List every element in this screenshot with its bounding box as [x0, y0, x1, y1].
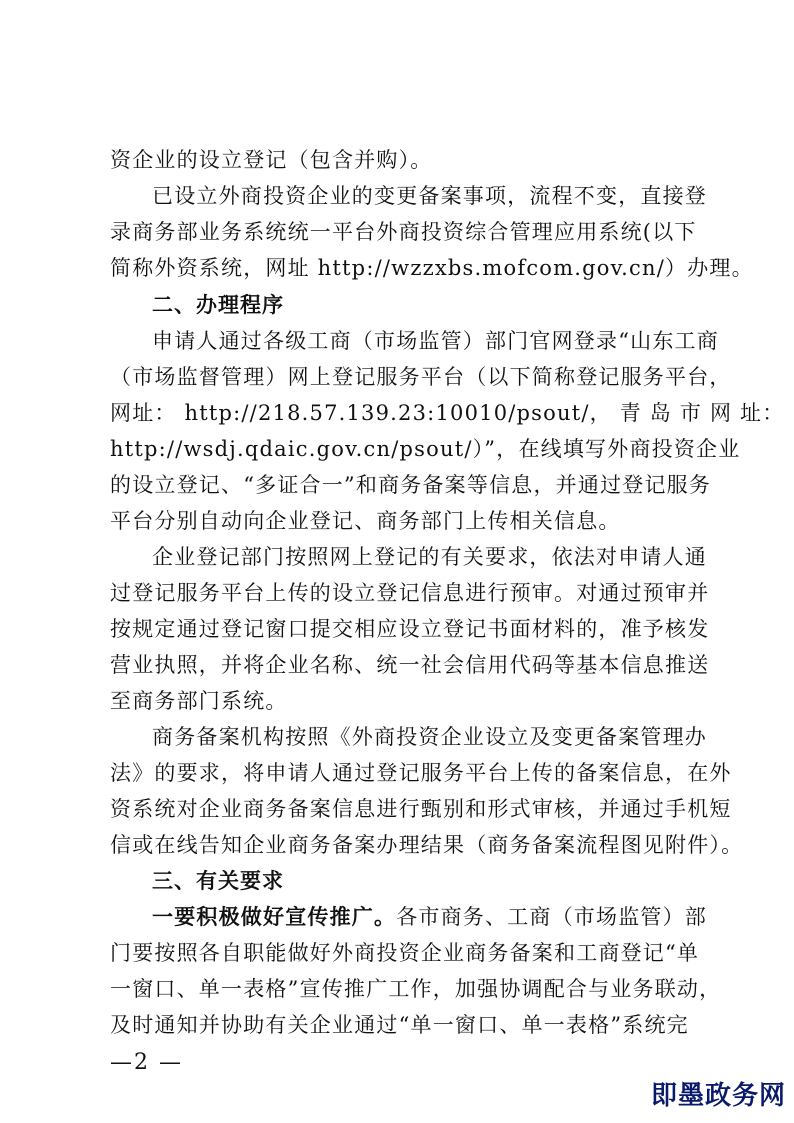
- paragraph-line: 录商务部业务系统统一平台外商投资综合管理应用系统(以下: [110, 220, 697, 244]
- paragraph-line: 的设立登记、“多证合一”和商务备案等信息，并通过登记服务: [110, 473, 712, 497]
- section-heading: 二、办理程序: [152, 293, 284, 317]
- paragraph-line: 营业执照，并将企业名称、统一社会信用代码等基本信息推送: [110, 653, 710, 677]
- paragraph-line: 网址： http://218.57.139.23:10010/psout/， 青 岛 市 网 址：: [110, 401, 785, 425]
- paragraph-line: 及时通知并协助有关企业通过“单一窗口、单一表格”系统完: [110, 1013, 689, 1037]
- paragraph-line: 平台分别自动向企业登记、商务部门上传相关信息。: [110, 509, 621, 533]
- paragraph-line: 资企业的设立登记（包含并购）。: [110, 148, 433, 172]
- paragraph-line: （市场监督管理）网上登记服务平台（以下简称登记服务平台，: [110, 365, 732, 389]
- paragraph-line: 门要按照各自职能做好外商投资企业商务备案和工商登记“单: [110, 941, 700, 965]
- paragraph-line: [152, 901, 708, 933]
- paragraph-line: 一窗口、单一表格”宣传推广工作，加强协调配合与业务联动，: [110, 977, 722, 1001]
- paragraph-line: 简称外资系统，网址 http://wzzxbs.mofcom.gov.cn/）办理。: [110, 256, 754, 280]
- paragraph-line: http://wsdj.qdaic.gov.cn/psout/）”，在线填写外商投资企业: [110, 437, 741, 461]
- paragraph-text: 各市商务、工商（市场监管）部: [396, 905, 708, 929]
- paragraph-line: 申请人通过各级工商（市场监管）部门官网登录“山东工商: [152, 329, 719, 353]
- paragraph-line: 已设立外商投资企业的变更备案事项，流程不变，直接登: [152, 184, 707, 208]
- paragraph-line: 至商务部门系统。: [110, 689, 288, 713]
- section-heading: 三、有关要求: [152, 869, 284, 893]
- site-watermark: 即墨政务网: [650, 1081, 786, 1111]
- paragraph-line: 信或在线告知企业商务备案办理结果（商务备案流程图见附件）。: [110, 833, 744, 857]
- paragraph-line: 法》的要求，将申请人通过登记服务平台上传的备案信息，在外: [110, 761, 732, 785]
- paragraph-line: 按规定通过登记窗口提交相应设立登记书面材料的，准予核发: [110, 617, 710, 641]
- bold-lead-text: 一要积极做好宣传推广。: [152, 905, 397, 929]
- page-number: —2 —: [110, 1050, 183, 1075]
- paragraph-line: 商务备案机构按照《外商投资企业设立及变更备案管理办: [152, 725, 707, 749]
- paragraph-line: 资系统对企业商务备案信息进行甄别和形式审核，并通过手机短: [110, 797, 732, 821]
- paragraph-line: 过登记服务平台上传的设立登记信息进行预审。对通过预审并: [110, 581, 710, 605]
- paragraph-line: 企业登记部门按照网上登记的有关要求，依法对申请人通: [152, 545, 707, 569]
